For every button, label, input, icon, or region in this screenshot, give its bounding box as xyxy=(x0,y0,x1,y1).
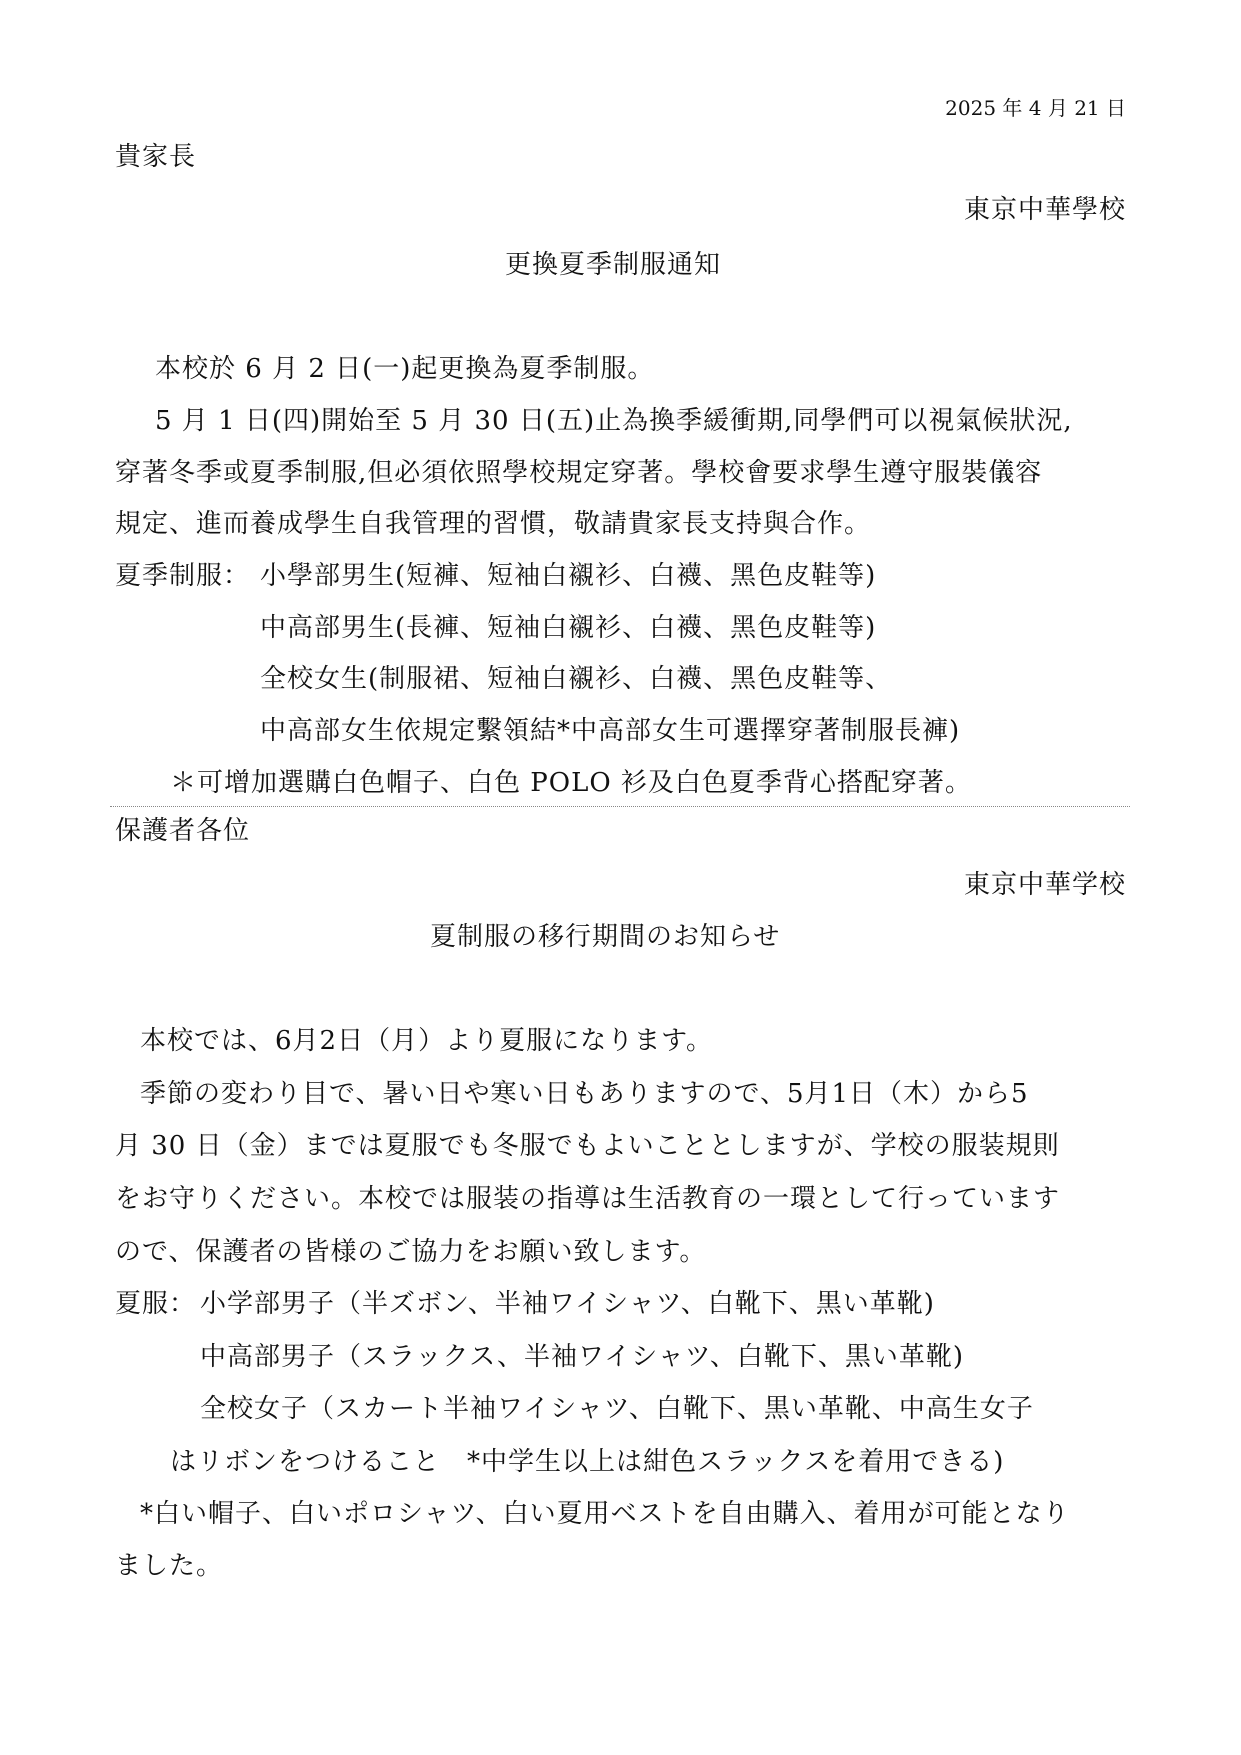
paragraph-line: 穿著冬季或夏季制服,但必須依照學校規定穿著。學校會要求學生遵守服裝儀容 xyxy=(115,458,1043,488)
sender: 東京中華学校 xyxy=(963,870,1126,900)
notice-date: 2025 年 4 月 21 日 xyxy=(945,96,1126,120)
optional-note: *白い帽子、白いポロシャツ、白い夏用ベストを自由購入、着用が可能となり xyxy=(140,1499,1070,1529)
uniform-item: 全校女子（スカート半袖ワイシャツ、白靴下、黒い革靴、中高生女子 xyxy=(200,1394,1034,1424)
uniform-item: 小學部男生(短褲、短袖白襯衫、白襪、黑色皮鞋等) xyxy=(260,561,877,591)
sender: 東京中華學校 xyxy=(963,195,1126,225)
uniform-label: 夏服： xyxy=(115,1289,197,1319)
uniform-item: はリボンをつけること *中学生以上は紺色スラックスを着用できる) xyxy=(170,1447,1005,1477)
uniform-label: 夏季制服： xyxy=(115,561,251,591)
paragraph-line: ので、保護者の皆様のご協力をお願い致します。 xyxy=(115,1237,707,1267)
optional-note: ＊可增加選購白色帽子、白色 POLO 衫及白色夏季背心搭配穿著。 xyxy=(170,768,972,798)
uniform-item: 全校女生(制服裙、短袖白襯衫、白襪、黑色皮鞋等、 xyxy=(260,664,893,694)
uniform-item: 中高部男生(長褲、短袖白襯衫、白襪、黑色皮鞋等) xyxy=(260,613,877,643)
addressee: 保護者各位 xyxy=(115,816,251,846)
addressee: 貴家長 xyxy=(115,142,197,172)
paragraph-line: 月 30 日（金）までは夏服でも冬服でもよいこととしますが、学校の服装規則 xyxy=(115,1131,1060,1161)
paragraph-line: 季節の変わり目で、暑い日や寒い日もありますので、5月1日（木）から5 xyxy=(140,1079,1029,1109)
section-divider xyxy=(110,806,1130,807)
notice-title: 夏制服の移行期間のお知らせ xyxy=(430,922,781,952)
paragraph-line: 本校では、6月2日（月）より夏服になります。 xyxy=(140,1026,714,1056)
uniform-item: 小学部男子（半ズボン、半袖ワイシャツ、白靴下、黒い革靴) xyxy=(200,1289,935,1319)
uniform-item: 中高部男子（スラックス、半袖ワイシャツ、白靴下、黒い革靴) xyxy=(200,1342,965,1372)
paragraph-line: をお守りください。本校では服装の指導は生活教育の一環として行っています xyxy=(115,1184,1061,1214)
uniform-item: 中高部女生依規定繫領結*中高部女生可選擇穿著制服長褲) xyxy=(260,716,961,746)
paragraph-line: 本校於 6 月 2 日(一)起更換為夏季制服。 xyxy=(155,354,655,384)
paragraph-line: 規定、進而養成學生自我管理的習慣，敬請貴家長支持與合作。 xyxy=(115,509,872,539)
optional-note: ました。 xyxy=(115,1551,224,1581)
paragraph-line: 5 月 1 日(四)開始至 5 月 30 日(五)止為換季緩衝期,同學們可以視氣候狀況, xyxy=(155,406,1073,436)
notice-title: 更換夏季制服通知 xyxy=(505,250,722,280)
